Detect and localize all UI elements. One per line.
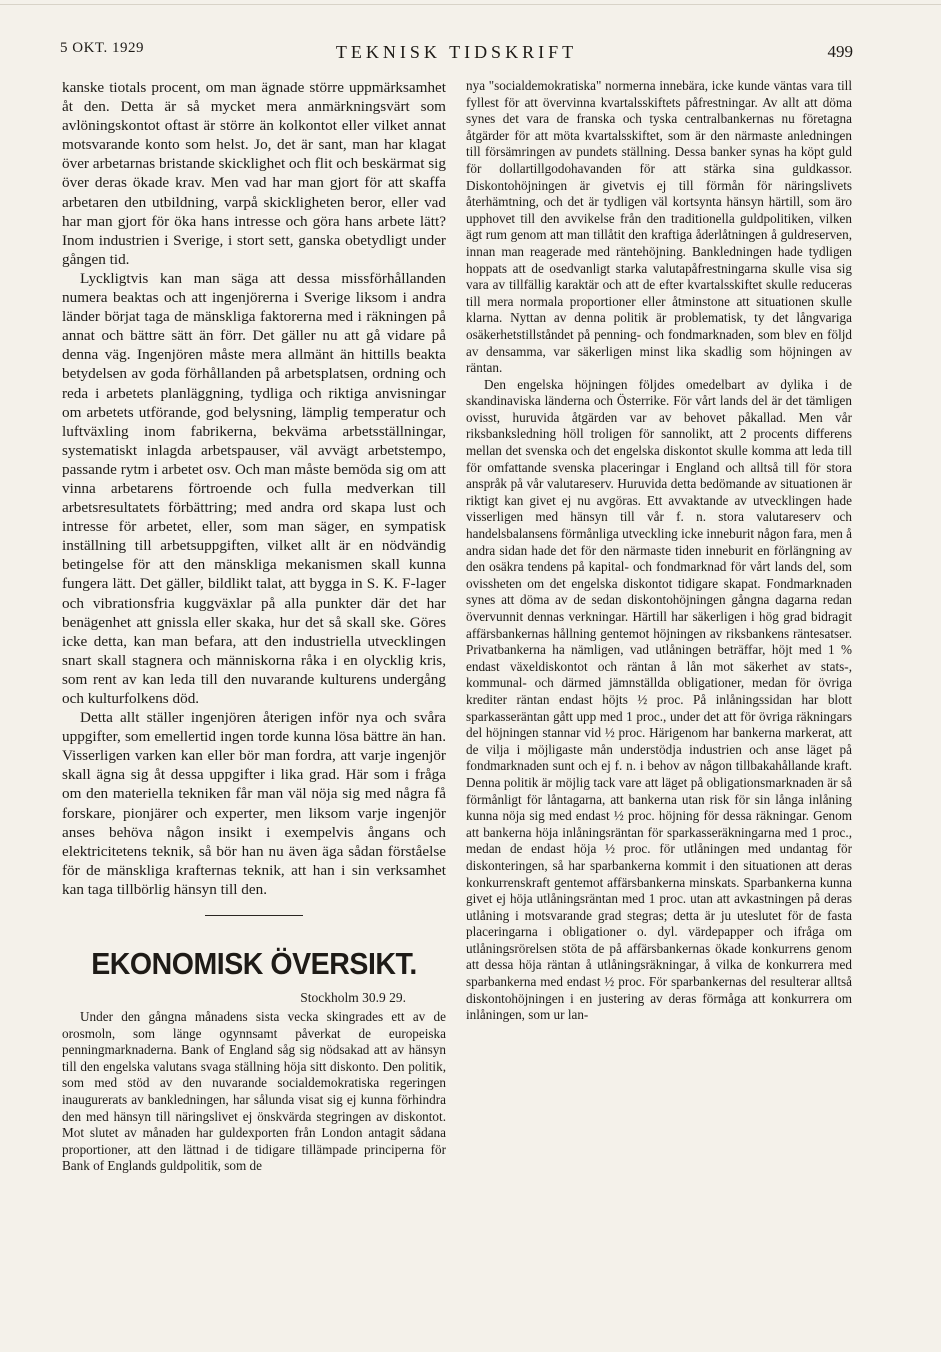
dateline: Stockholm 30.9 29. [300,990,406,1006]
header-journal-title: TEKNISK TIDSKRIFT [335,42,578,62]
paragraph: Lyckligtvis kan man säga att dessa missförhållanden numera beaktas och att ingenjörerna i Sverige liksom i andra länder börjat taga de mänskliga faktorerna med i räkningen på annat och bättre sätt än förr. Det gäller nu att gå vidare på denna väg. Ingenjören måste mera allmänt än hittills beakta betydelsen av goda förhållanden på arbetsplatsen, ordning och reda i arbetets planläggning, tydliga och riktiga anvisningar om arbetets utförande, god belysning, lämplig temperatur och luftväxling inom fabrikerna, bekväma arbetsställningar, systematiskt inlagda arbetspauser, väl avvägt arbetstempo, passande rytm i arbetet osv. Och man måste bemöda sig om att vinna arbetarens förtroende och fulla medverkan till arbetsresultatets förbättring; med andra ord skapa lust och intresse för arbetet, eller, som man säger, en sympatisk inställning till arbetsuppgiften, vilket allt är en nödvändig betingelse för att den mänskliga mekanismen skall kunna fungera lätt. Det gäller, bildlikt talat, att bygga in S. K. F-lager och vibrationsfria kuggväxlar på alla punkter där det har benägenhet att gnissla eller skaka, hur det så skall ske. Göres icke detta, kan man befara, att den industriella utvecklingen snart skall stagnera och människorna råka i en olycklig kris, som rent av kan leda till den nuvarande kulturens undergång och kulturfolkens död. [62,269,446,707]
paragraph: nya "socialdemokratiska" normerna innebära, icke kunde väntas vara till fyllest för att övervinna kvartalsskiftets påfrestningar. Av allt att döma synes det vara de franska och tyska centralbankernas nu företagna åtgärder för att möta kvartalsskiftet, som är den närmaste anledningen till försämringen av pundets ställning. Dessa banker synas ha köpt guld för dollartillgodohavanden för att stärka sina guldkassor. Diskontohöjningen är givetvis ej till förmån för näringslivets återhämtning, och det är tydligen väl kortsynta hänsyn härtill, som äro upphovet till den avvikelse från den traditionella guldpolitiken, vilken ägt rum genom att man tillåtit den kraftiga åderlåtningen å guldreserven, innan man reagerade med räntehöjning. Bankledningen hade tydligen hoppats att de osedvanligt starka valutapåfrestningarna skulle visa sig vara av tillfällig karaktär och att de efter kvartalsskiftet skulle reduceras till mera normala proportioner eller åtminstone att situationen skulle klarna. Nyttan av denna politik är problematisk, ty det långvariga osäkerhetstillståndet på penning- och fondmarknaden, som blev en följd av densamma, var säkerligen minst lika skadlig som höjningen av räntan. [466,78,852,376]
page-number: 499 [827,42,853,61]
header-date: 5 OKT. 1929 [60,40,144,56]
top-edge-rule [0,4,941,5]
right-column [466,78,852,1024]
section-divider [205,915,303,916]
left-column [62,78,446,1175]
paragraph: Detta allt ställer ingenjören återigen inför nya och svåra uppgifter, som emellertid ingen torde kunna lösa bättre än han. Visserligen varken kan eller bör man fordra, att varje ingenjör skall ägna sig åt dessa uppgifter i lika grad. Här som i fråga om den materiella tekniken får man väl nöja sig med några få forskare, pionjärer och experter, men liksom varje ingenjör anses behöva någon insikt i exempelvis ångans och elektricitetens teknik, så bör han nu även äga sådan förståelse för de mänskliga krafternas teknik, att han i sin verksamhet kan taga tillbörlig hänsyn till den. [62,709,446,898]
paragraph: Under den gångna månadens sista vecka skingrades ett av de orosmoln, som länge ogynnsamt påverkat de europeiska penningmarknaderna. Bank of England såg sig nödsakad att av hänsyn till den engelska valutans svaga ställning höja sitt diskonto. Den politik, som med stöd av den nuvarande socialdemokratiska regeringen inaugurerats av bankledningen, har sålunda visat sig ej kunna förhindra den med hänsyn till näringslivet ej önskvärda stegringen av diskontot. Mot slutet av månaden har guldexporten från London antagit sådana proportioner, att den lättnad i de tidigare tillämpade principerna för Bank of Englands guldpolitik, som de [62,1009,446,1174]
section-title: EKONOMISK ÖVERSIKT. [91,946,417,982]
paragraph: kanske tiotals procent, om man ägnade större uppmärksamhet åt den. Detta är så mycket mera anmärkningsvärt som avlöningskontot oftast är större än kolkontot eller vilket annat motsvarande konto som helst. Jo, det är sant, man har klagat över arbetarnas bristande skicklighet och flit och beskärmat sig över deras ökade krav. Men vad har man gjort för att skaffa arbetaren den utbildning, varpå skickligheten beror, eller vad har man gjort för öka hans intresse och göra hans arbete lätt? Inom industrien i Sverige, i stort sett, ganska obetydligt under gången tid. [62,79,446,268]
running-header [60,40,853,66]
paragraph: Den engelska höjningen följdes omedelbart av dylika i de skandinaviska länderna och Österrike. För vårt lands del är det tämligen ovisst, huruvida åtgärden var av behovet påkallad. Men vår riksbanksledning höll troligen för sannolikt, att 2 procents differens mellan det svenska och det engelska diskontot skulle komma att leda till för omfattande svenska placeringar i England och alltså till för stora anspråk på vår valutareserv. Huruvida detta bedömande av situationen är riktigt kan givet ej nu avgöras. Ett avvaktande av utvecklingen hade visserligen med hänsyn till vår f. n. stora valutareserv och handelsbalansens förmånliga utveckling icke inneburit någon fara, men å andra sidan hade det för den närmaste tiden inneburit en förlängning av den osäkra tendens på kapital- och fondmarknad för vårt lands del, som ovissheten om det engelska diskontot tidigare skapat. Fondmarknaden synes att döma av de sedan diskontohöjningen gångna dagarna redan övervunnit dennas verkningar. Härtill har säkerligen i hög grad bidragit affärsbankernas hållning gentemot höjningen av riksbankens räntesatser. Privatbankerna ha nämligen, vad utlåningen beträffar, höjt med 1 % endast växeldiskontot och räntan å lån mot säkerhet av stats-, kommunal- och därmed jämnställda obligationer, medan för övriga krediter räntan endast höjts ½ proc. På inlåningssidan har blott sparkasseräntan gått upp med 1 proc., under det att för övriga räkningars del höjningen stannar vid ½ proc. Härigenom har bankerna markerat, att de vilja i möjligaste mån understödja industrien och anse läget på fondmarknaden sunt och ej f. n. i behov av någon tillbakahållande kraft. Denna politik är möjlig tack vare att läget på obligationsmarknaden är så förmånligt för låntagarna, att bankerna utan risk för sin långa inlåning kunna nöja sig med endast ½ proc. höjning för dessa räkningar. Genom att bankerna höja inlåningsräntan för sparkasseräkningarna med 1 proc., medan de endast höja ½ proc. för utlåningen med undantag för diskonteringen, så har sparbankerna kommit i den situationen att deras konkurrenskraft gentemot affärsbankerna minskats. Sparbankerna kunna givet ej höja utlåningsräntan med 1 proc. utan att avkastningen på deras utlåning i motsvarande grad stegras; detta är ju uteslutet för de fasta placeringarna i obligationer o. dyl. värdepapper och ifråga om utlåningsrörelsen stöta de på affärsbankernas ökade konkurrens genom att dessa höja räntan å utlåningsräkningar, å vilka de konkurrera med sparbankerna med endast ½ proc. För sparbankernas del resulterar alltså diskontohöjningen i en justering av deras förmåga att konkurrera om inlåningen, som ur lan- [466,376,852,1023]
